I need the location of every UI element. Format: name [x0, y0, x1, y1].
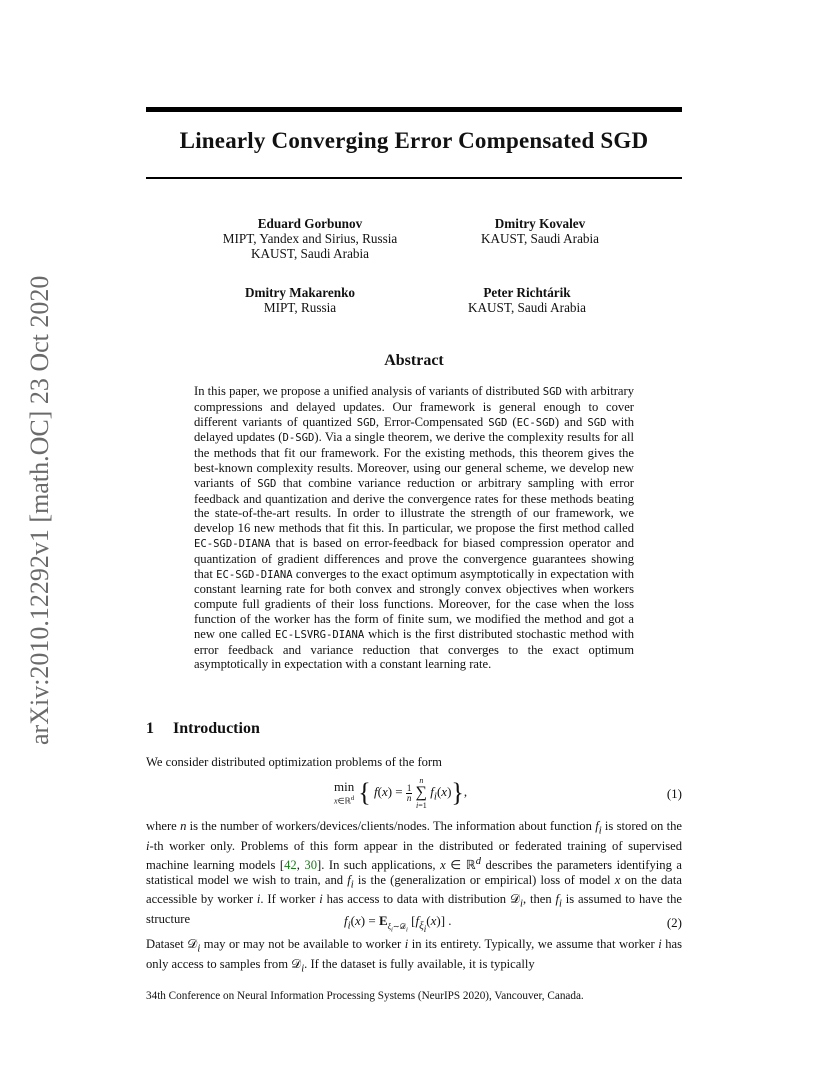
author-name: Eduard Gorbunov	[257, 216, 363, 231]
intro-paragraph-1: We consider distributed optimization problems of the form	[146, 755, 442, 769]
author-block-gorbunov	[200, 216, 420, 261]
citation-link[interactable]: 42	[284, 857, 297, 872]
intro-paragraph-3: Dataset 𝒟$_i$ may or may not be available to worker i in its entirety. Typically, we assume that worker i has only access to samples from 𝒟$_i$. If the dataset is fully available, it is typically	[146, 937, 682, 975]
title-rule-bottom	[146, 177, 682, 179]
equation-number: (1)	[666, 786, 682, 801]
author-affiliation: KAUST, Saudi Arabia	[480, 231, 600, 246]
citation-link[interactable]: 30	[304, 857, 318, 872]
equation-number: (2)	[666, 915, 682, 930]
author-affiliation: MIPT, Yandex and Sirius, Russia	[222, 231, 398, 246]
author-affiliation: MIPT, Russia	[263, 300, 337, 315]
conference-footer: 34th Conference on Neural Information Processing Systems (NeurIPS 2020), Vancouver, Canada.	[146, 990, 584, 1002]
abstract-heading: Abstract	[384, 352, 444, 369]
equation-1: min x∈ℝ$^d$ { f(x) = $\frac{1}{n}$ n ∑ i=1 $f_i(x)$}, (1)	[334, 776, 682, 810]
author-affiliation: KAUST, Saudi Arabia	[467, 300, 587, 315]
arxiv-stamp: arXiv:2010.12292v1 [math.OC] 23 Oct 2020	[25, 275, 54, 745]
title-rule-top	[146, 107, 682, 112]
equation-2: $f_i(x) = E_{\xi_i\sim 𝒟_i}$ $[f_{\xi_i}(x)]$ . (2)	[344, 913, 682, 934]
author-block-kovalev	[440, 216, 640, 246]
section-heading-introduction: 1 Introduction	[146, 720, 260, 737]
abstract-body: In this paper, we propose a unified analysis of variants of distributed SGD with arbitrary compressions and delayed updates. Our framework is general enough to cover different variants of quantized SGD, Error-Compensated SGD (EC-SGD) and SGD with delayed updates (D-SGD). Via a single theorem, we derive the complexity results for all the methods that fit our framework. For the existing methods, this theorem gives the best-known complexity results. Moreover, using our general scheme, we develop new variants of SGD that combine variance reduction or arbitrary sampling with error feedback and quantization and derive the convergence rates for these methods beating the state-of-the-art results. In order to illustrate the strength of our framework, we develop 16 new methods that fit this. In particular, we propose the first method called EC-SGD-DIANA that is based on error-feedback for biased compression operator and quantization of gradient differences and prove the convergence guarantees showing that EC-SGD-DIANA converges to the exact optimum asymptotically in expectation with constant learning rate for both convex and strongly convex objectives when workers compute full gradients of their loss functions. Moreover, for the case when the loss function of the worker has the form of finite sum, we modified the method and got a new one called EC-LSVRG-DIANA which is the first distributed stochastic method with error feedback and variance reduction that converges to the exact optimum asymptotically in expectation with a constant learning rate.	[194, 384, 635, 672]
author-name: Dmitry Makarenko	[244, 285, 355, 300]
paper-title: Linearly Converging Error Compensated SGD	[179, 128, 649, 153]
author-block-makarenko	[200, 285, 400, 315]
author-affiliation: KAUST, Saudi Arabia	[250, 246, 370, 261]
author-name: Dmitry Kovalev	[494, 216, 586, 231]
author-name: Peter Richtárik	[483, 285, 571, 300]
intro-paragraph-2: where n is the number of workers/devices/clients/nodes. The information about function $f_i$ is stored on the i-th worker only. Problems of this form appear in the distributed or federated training of supervised machine learning models [42, 30]. In such applications, x ∈ ℝ$^d$ describes the parameters identifying a statistical model we wish to train, and $f_i$ is the (generalization or empirical) loss of model x on the data accessible by worker i. If worker i has access to data with distribution 𝒟$_i$, then $f_i$ is assumed to have the structure	[146, 819, 683, 926]
author-block-richtarik	[427, 285, 627, 315]
